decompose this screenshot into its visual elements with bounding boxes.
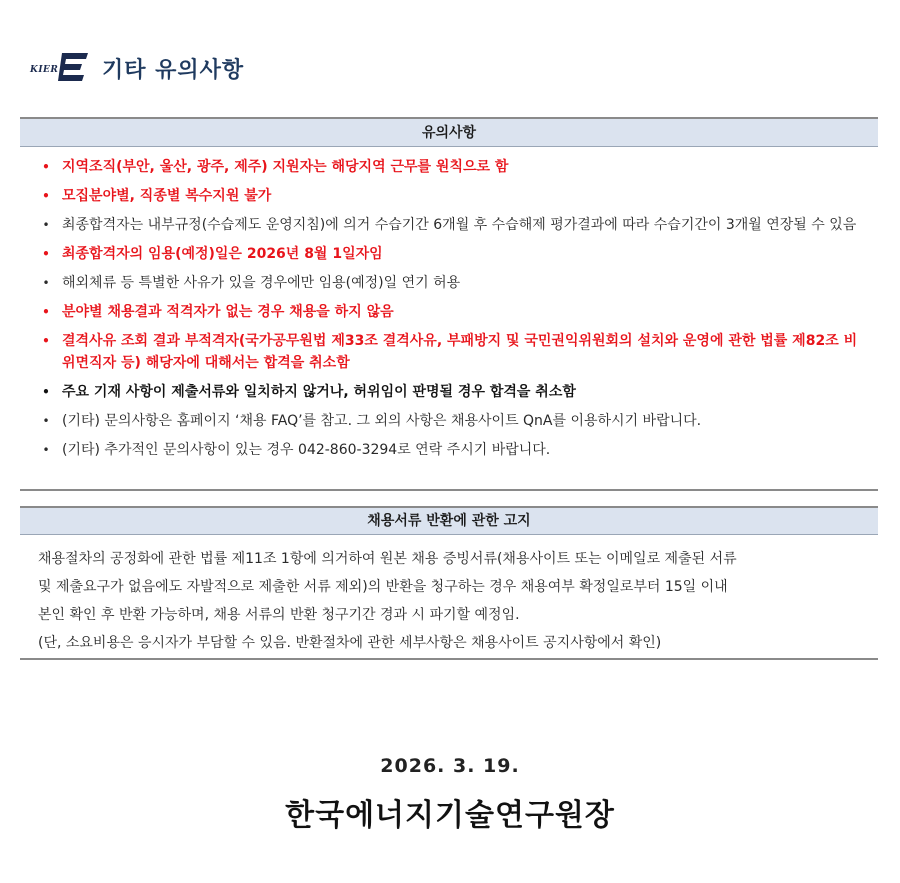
issuer-signature: 한국에너지기술연구원장 <box>285 798 615 833</box>
return-notice-line: 및 제출요구가 없음에도 자발적으로 제출한 서류 제외)의 반환을 청구하는 경우 채용여부 확정일로부터 15일 이내 <box>38 579 728 595</box>
bullet-icon: • <box>42 247 50 261</box>
bullet-icon: • <box>42 189 50 203</box>
notice-item <box>38 156 868 178</box>
notice-section-heading: 유의사항 <box>20 117 878 147</box>
section-divider <box>20 658 878 660</box>
bullet-icon: • <box>42 443 50 457</box>
notice-item <box>38 381 868 403</box>
notice-item-text: 최종합격자의 임용(예정)일은 2026년 8월 1일자임 <box>62 246 383 262</box>
section-divider <box>20 489 878 491</box>
notice-item <box>38 301 868 323</box>
return-notice-line: 채용절차의 공정화에 관한 법률 제11조 1항에 의거하여 원본 채용 증빙서류(채용사이트 또는 이메일로 제출된 서류 <box>38 551 737 567</box>
bullet-icon: • <box>42 334 50 348</box>
logo-text: KIER <box>30 65 59 75</box>
notice-item <box>38 410 868 432</box>
notice-item-text: 모집분야별, 직종별 복수지원 불가 <box>62 188 272 204</box>
notice-item-text: (기타) 추가적인 문의사항이 있는 경우 042-860-3294로 연락 주시기 바랍니다. <box>62 442 551 458</box>
page-header <box>30 48 244 88</box>
bullet-icon: • <box>42 305 50 319</box>
notice-item-text: 결격사유 조회 결과 부적격자(국가공무원법 제33조 결격사유, 부패방지 및 국민권익위원회의 설치와 운영에 관한 법률 제82조 비위면직자 등) 해당자에 대해서는 합격을 취소함 <box>62 333 858 371</box>
notice-item-text: 해외체류 등 특별한 사유가 있을 경우에만 임용(예정)일 연기 허용 <box>62 275 461 291</box>
return-section-heading: 채용서류 반환에 관한 고지 <box>20 506 878 535</box>
notice-item-text: 최종합격자는 내부규정(수습제도 운영지침)에 의거 수습기간 6개월 후 수습해제 평가결과에 따라 수습기간이 3개월 연장될 수 있음 <box>62 217 857 233</box>
notice-item <box>38 330 868 374</box>
notice-item-text: 분야별 채용결과 적격자가 없는 경우 채용을 하지 않음 <box>62 304 394 320</box>
return-notice-body <box>38 545 868 657</box>
bullet-icon: • <box>42 414 50 428</box>
notice-item <box>38 439 868 461</box>
bullet-icon: • <box>42 218 50 232</box>
notice-item-text: 지역조직(부안, 울산, 광주, 제주) 지원자는 해당지역 근무를 원칙으로 함 <box>62 159 509 175</box>
notice-item <box>38 272 868 294</box>
kier-logo <box>30 50 92 86</box>
return-notice-line: (단, 소요비용은 응시자가 부담할 수 있음. 반환절차에 관한 세부사항은 채용사이트 공지사항에서 확인) <box>38 635 662 651</box>
notice-item <box>38 185 868 207</box>
notice-item-text: (기타) 문의사항은 홈페이지 ‘채용 FAQ’를 참고. 그 외의 사항은 채용사이트 QnA를 이용하시기 바랍니다. <box>62 413 702 429</box>
notice-item-text: 주요 기재 사항이 제출서류와 일치하지 않거나, 허위임이 판명될 경우 합격을 취소함 <box>62 384 576 400</box>
return-notice-line: 본인 확인 후 반환 가능하며, 채용 서류의 반환 청구기간 경과 시 파기할 예정임. <box>38 607 520 623</box>
notice-item <box>38 214 868 236</box>
bullet-icon: • <box>42 160 50 174</box>
notice-list <box>38 156 868 468</box>
announcement-date: 2026. 3. 19. <box>380 755 520 777</box>
bullet-icon: • <box>42 276 50 290</box>
notice-item <box>38 243 868 265</box>
kier-e-icon <box>56 50 90 86</box>
page-title: 기타 유의사항 <box>102 57 245 83</box>
bullet-icon: • <box>42 385 50 399</box>
